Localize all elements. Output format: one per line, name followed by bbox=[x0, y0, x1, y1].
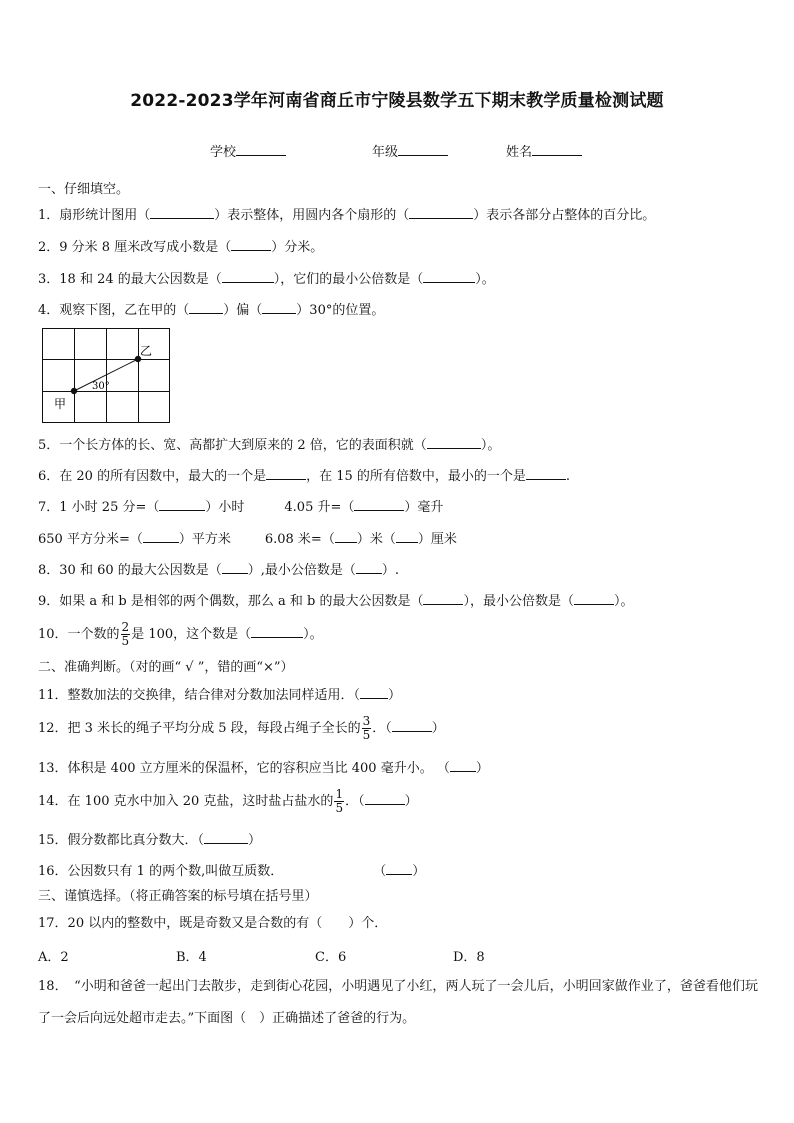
answer-blank[interactable] bbox=[526, 467, 566, 480]
answer-blank[interactable] bbox=[427, 436, 481, 449]
grade-field bbox=[372, 141, 448, 160]
answer-blank[interactable] bbox=[423, 592, 463, 605]
answer-blank[interactable] bbox=[262, 301, 296, 314]
question-16: 16．公因数只有 1 的两个数,叫做互质数． （ ） bbox=[38, 864, 426, 879]
question-17: 17．20 以内的整数中，既是奇数又是合数的有（ ）个． bbox=[38, 916, 388, 931]
school-blank[interactable] bbox=[236, 143, 286, 156]
question-6: 6．在 20 的所有因数中，最大的一个是 ，在 15 的所有倍数中，最小的一个是 . bbox=[38, 469, 571, 484]
answer-blank[interactable] bbox=[150, 206, 214, 219]
question-8: 8．30 和 60 的最大公因数是（ ）,最小公倍数是（ ）. bbox=[38, 563, 400, 578]
question-2: 2．9 分米 8 厘米改写成小数是（ ）分米。 bbox=[38, 240, 324, 255]
grade-label: 年级 bbox=[372, 145, 399, 160]
question-18: 18． “小明和爸爸一起出门去散步，走到街心花园，小明遇见了小红，两人玩了一会儿后，小明回家做作业了，爸爸看他们玩了一会后向远处超市走去。”下面图（ ）正确描述了爸爸的行为。 bbox=[38, 979, 758, 1026]
grade-blank[interactable] bbox=[398, 143, 448, 156]
choice-c[interactable]: C．6 bbox=[315, 950, 347, 965]
question-10: 10．一个数的 $\frac{2}{5}$ 是 100，这个数是（ ）。 bbox=[38, 620, 323, 648]
answer-blank[interactable] bbox=[356, 561, 382, 574]
question-7-part-2: 650 平方分米=（ ）平方米 6.08 米=（ ）米（ ）厘米 bbox=[38, 532, 457, 547]
answer-blank[interactable] bbox=[396, 530, 418, 543]
answer-blank[interactable] bbox=[423, 270, 475, 283]
choice-a[interactable]: A．2 bbox=[38, 950, 69, 965]
choice-d[interactable]: D．8 bbox=[453, 950, 485, 965]
name-label: 姓名 bbox=[506, 145, 533, 160]
angle-label: 30° bbox=[92, 381, 110, 392]
answer-blank[interactable] bbox=[335, 530, 357, 543]
fraction: $\frac{2}{5}$ bbox=[121, 620, 130, 648]
question-7: 7．1 小时 25 分=（ ）小时 4.05 升=（ ）毫升 bbox=[38, 500, 444, 515]
answer-blank[interactable] bbox=[450, 759, 476, 772]
name-blank[interactable] bbox=[532, 143, 582, 156]
question-12: 12．把 3 米长的绳子平均分成 5 段，每段占绳子全长的 $\frac{3}{5}$ ．（ ） bbox=[38, 714, 445, 742]
question-13: 13．体积是 400 立方厘米的保温杯，它的容积应当比 400 毫升小。 （ ） bbox=[38, 761, 489, 776]
direction-grid-figure bbox=[42, 328, 172, 424]
answer-blank[interactable] bbox=[189, 301, 223, 314]
choice-b[interactable]: B．4 bbox=[176, 950, 207, 965]
point-jia bbox=[71, 388, 77, 394]
fraction: $\frac{3}{5}$ bbox=[362, 714, 371, 742]
school-label: 学校 bbox=[210, 145, 237, 160]
answer-blank[interactable] bbox=[409, 206, 473, 219]
question-4: 4．观察下图，乙在甲的（ ）偏（ ）30°的位置。 bbox=[38, 303, 385, 318]
label-jia: 甲 bbox=[54, 397, 67, 411]
section-2-heading: 二、准确判断。（对的画“ √ ”，错的画“×”） bbox=[38, 660, 294, 675]
fraction: $\frac{1}{5}$ bbox=[335, 787, 344, 815]
answer-blank[interactable] bbox=[222, 561, 248, 574]
page-title: 2022-2023学年河南省商丘市宁陵县数学五下期末教学质量检测试题 bbox=[130, 91, 664, 111]
section-3-heading: 三、谨慎选择。（将正确答案的标号填在括号里） bbox=[38, 889, 318, 904]
question-15: 15．假分数都比真分数大．（ ） bbox=[38, 833, 262, 848]
question-3: 3．18 和 24 的最大公因数是（ ），它们的最小公倍数是（ ）。 bbox=[38, 272, 495, 287]
answer-blank[interactable] bbox=[204, 831, 248, 844]
answer-blank[interactable] bbox=[266, 467, 306, 480]
answer-blank[interactable] bbox=[360, 686, 388, 699]
question-5: 5．一个长方体的长、宽、高都扩大到原来的 2 倍，它的表面积就（ ）。 bbox=[38, 438, 501, 453]
question-14: 14．在 100 克水中加入 20 克盐，这时盐占盐水的 $\frac{1}{5}$ ．（ ） bbox=[38, 787, 418, 815]
answer-blank[interactable] bbox=[354, 498, 404, 511]
school-field bbox=[210, 141, 286, 160]
question-11: 11．整数加法的交换律，结合律对分数加法同样适用．（ ） bbox=[38, 688, 402, 703]
answer-blank[interactable] bbox=[574, 592, 614, 605]
answer-blank[interactable] bbox=[231, 238, 271, 251]
answer-blank[interactable] bbox=[222, 270, 274, 283]
answer-blank[interactable] bbox=[365, 792, 405, 805]
name-field bbox=[506, 141, 582, 160]
section-1-heading: 一、仔细填空。 bbox=[38, 182, 130, 197]
question-9: 9．如果 a 和 b 是相邻的两个偶数，那么 a 和 b 的最大公因数是（ ），最小公倍数是（ ）。 bbox=[38, 594, 634, 609]
answer-blank[interactable] bbox=[386, 862, 412, 875]
answer-blank[interactable] bbox=[143, 530, 179, 543]
answer-blank[interactable] bbox=[251, 625, 303, 638]
answer-blank[interactable] bbox=[159, 498, 205, 511]
answer-blank[interactable] bbox=[392, 719, 432, 732]
question-1: 1．扇形统计图用（ ）表示整体，用圆内各个扇形的（ ）表示各部分占整体的百分比。 bbox=[38, 208, 656, 223]
label-yi: 乙 bbox=[140, 344, 153, 358]
